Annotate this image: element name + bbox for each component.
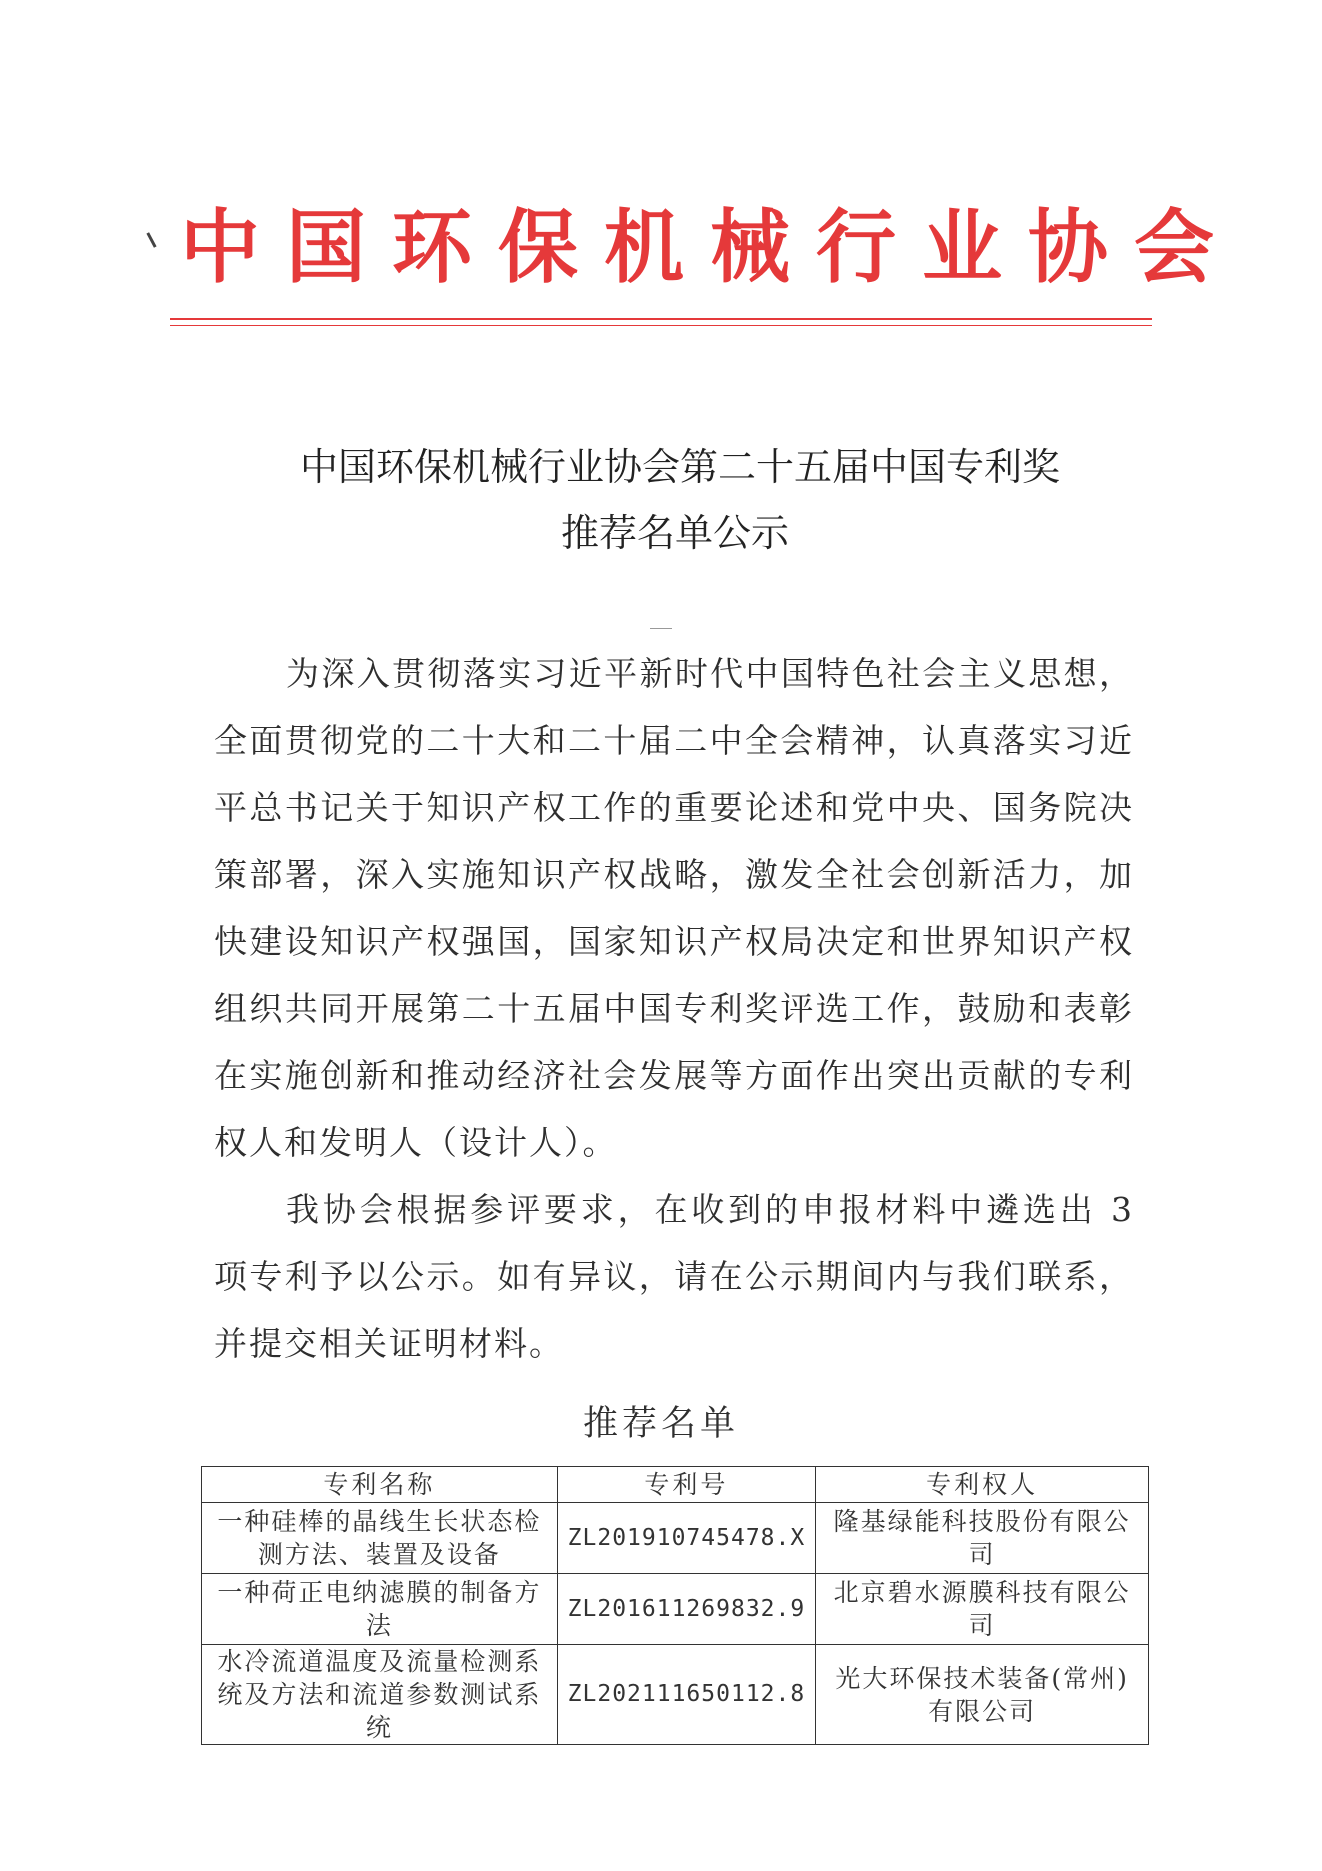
patent-number: ZL201910745478.X (557, 1503, 816, 1574)
document-title-line2: 推荐名单公示 (560, 511, 789, 555)
table-header-row (202, 1467, 1149, 1503)
letterhead-title: 中国环保机械行业协会 (180, 201, 1240, 294)
patent-name: 一种硅棒的晶线生长状态检测方法、装置及设备 (202, 1503, 558, 1574)
patent-owner: 隆基绿能科技股份有限公司 (816, 1503, 1149, 1574)
scan-speck (146, 232, 156, 248)
header-patent-owner: 专利权人 (816, 1467, 1149, 1503)
body-paragraph-1: 为深入贯彻落实习近平新时代中国特色社会主义思想，全面贯彻党的二十大和二十届二中全会精神，认真落实习近平总书记关于知识产权工作的重要论述和党中央、国务院决策部署，深入实施知识产权战略，激发全社会创新活力，加快建设知识产权强国，国家知识产权局决定和世界知识产权组织共同开展第二十五届中国专利奖评选工作，鼓励和表彰在实施创新和推动经济社会发展等方面作出突出贡献的专利权人和发明人（设计人）。 (214, 654, 1134, 1162)
header-patent-name: 专利名称 (202, 1467, 558, 1503)
letterhead-rule-thin (170, 325, 1152, 326)
table-row (202, 1645, 1149, 1745)
list-caption: 推荐名单 (582, 1404, 739, 1444)
patent-number: ZL201611269832.9 (557, 1574, 816, 1645)
body-paragraph-2: 我协会根据参评要求，在收到的申报材料中遴选出 3 项专利予以公示。如有异议，请在公示期间内与我们联系，并提交相关证明材料。 (214, 1190, 1134, 1363)
patent-name: 一种荷正电纳滤膜的制备方法 (202, 1574, 558, 1645)
patent-name: 水冷流道温度及流量检测系统及方法和流道参数测试系统 (202, 1645, 558, 1745)
patent-owner: 光大环保技术装备(常州)有限公司 (816, 1645, 1149, 1745)
announcement-body (214, 640, 1134, 1377)
table-row (202, 1574, 1149, 1645)
header-patent-number: 专利号 (557, 1467, 816, 1503)
patent-number: ZL202111650112.8 (557, 1645, 816, 1745)
scan-mark (650, 628, 672, 629)
letterhead-rule-thick (170, 318, 1152, 320)
recommendation-table (201, 1466, 1149, 1745)
document-title-line1: 中国环保机械行业协会第二十五届中国专利奖 (299, 445, 1060, 489)
table-row (202, 1503, 1149, 1574)
patent-owner: 北京碧水源膜科技有限公司 (816, 1574, 1149, 1645)
